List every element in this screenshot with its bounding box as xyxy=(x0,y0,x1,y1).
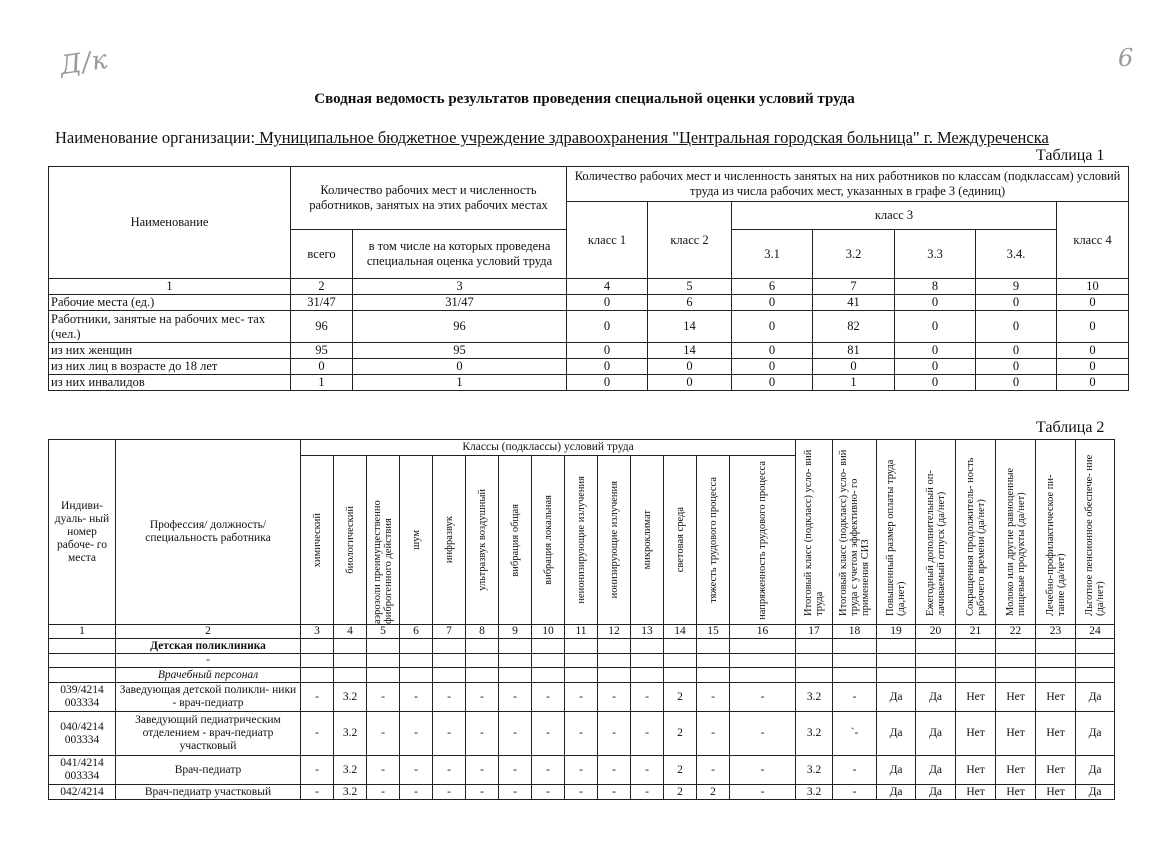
t1-row xyxy=(49,311,1129,343)
t2-head-extra: Ежегодный дополнительный оп- лачиваемый отпуск (да/нет) xyxy=(924,470,947,616)
t2-cell: - xyxy=(833,683,877,712)
t1-head-class3: класс 3 xyxy=(732,202,1057,230)
t2-cell: - xyxy=(367,756,400,785)
table2-caption: Таблица 2 xyxy=(1036,419,1105,436)
t1-cell: 31/47 xyxy=(291,295,353,311)
t2-cell: - xyxy=(833,756,877,785)
t2-cell: 3.2 xyxy=(334,756,367,785)
t2-cell: Да xyxy=(916,683,956,712)
t2-row-profession: Заведующая детской поликли- ники - врач-педиатр xyxy=(116,683,301,712)
t2-cell: Да xyxy=(877,712,916,756)
t1-head-sub-3-4: 3.4. xyxy=(976,230,1057,279)
t2-cell: Нет xyxy=(996,785,1036,800)
t1-cell: 0 xyxy=(895,295,976,311)
t2-head-extra: Льготное пенсионное обеспече- ние (да/нет) xyxy=(1084,454,1107,616)
t1-head-sub-3-2: 3.2 xyxy=(813,230,895,279)
t1-cell: 0 xyxy=(732,343,813,359)
t2-head-factor: ультразвук воздушный xyxy=(476,489,488,591)
t2-head-extra: Лечебно-профилактическое пи- тание (да/нет) xyxy=(1044,474,1067,616)
t2-cell: `- xyxy=(833,712,877,756)
t1-cell: 1 xyxy=(353,375,567,391)
t2-cell: - xyxy=(730,712,796,756)
t2-cell: - xyxy=(301,712,334,756)
t2-cell: Нет xyxy=(1036,683,1076,712)
t2-cell: Нет xyxy=(956,785,996,800)
t1-row xyxy=(49,295,1129,311)
t2-cell: Да xyxy=(1076,683,1115,712)
t2-cell: 3.2 xyxy=(796,683,833,712)
t1-row-label: Работники, занятые на рабочих мес- тах (чел.) xyxy=(49,311,291,343)
t2-cell: - xyxy=(697,756,730,785)
t2-cell: Да xyxy=(877,756,916,785)
t2-head-factor: инфразвук xyxy=(443,516,455,564)
t2-cell: Нет xyxy=(996,712,1036,756)
t1-num: 7 xyxy=(813,279,895,295)
t1-cell: 31/47 xyxy=(353,295,567,311)
t1-num: 2 xyxy=(291,279,353,295)
t1-cell: 0 xyxy=(732,311,813,343)
t1-cell: 0 xyxy=(1057,359,1129,375)
t2-num: 11 xyxy=(565,625,598,639)
t2-head-factor: тяжесть трудового процесса xyxy=(707,477,719,603)
t2-cell: - xyxy=(730,785,796,800)
t2-head-profession: Профессия/ должность/ специальность работника xyxy=(116,440,301,625)
t2-row xyxy=(49,756,1115,785)
t2-cell: - xyxy=(499,756,532,785)
t2-cell: - xyxy=(730,683,796,712)
table2 xyxy=(48,439,1115,800)
t2-row-profession: Врач-педиатр участковый xyxy=(116,785,301,800)
t1-head-name: Наименование xyxy=(49,167,291,279)
t1-num: 1 xyxy=(49,279,291,295)
t2-num: 20 xyxy=(916,625,956,639)
t2-cell: - xyxy=(631,712,664,756)
t2-cell: 2 xyxy=(664,683,697,712)
t2-head-extra: Молоко или другие равноценные пищевые продукты (да/нет) xyxy=(1004,467,1027,616)
t2-cell: - xyxy=(833,785,877,800)
t2-cell: Нет xyxy=(956,712,996,756)
t2-num: 18 xyxy=(833,625,877,639)
t1-row-label: из них лиц в возрасте до 18 лет xyxy=(49,359,291,375)
t1-num: 8 xyxy=(895,279,976,295)
t1-cell: 0 xyxy=(976,343,1057,359)
t2-head-factor: аэрозоли преимущественно фиброгенного действия xyxy=(372,500,394,624)
t2-row-id: 039/4214 003334 xyxy=(49,683,116,712)
t2-head-factor: вибрация локальная xyxy=(542,495,554,585)
t2-row xyxy=(49,683,1115,712)
t2-cell: - xyxy=(367,712,400,756)
t2-head-factor: напряженность трудового процесса xyxy=(757,460,769,620)
t2-cell: Да xyxy=(916,756,956,785)
t2-cell: - xyxy=(301,683,334,712)
t1-cell: 14 xyxy=(648,311,732,343)
t2-head-factor: шум xyxy=(410,530,422,550)
t2-cell: - xyxy=(565,785,598,800)
organization-line xyxy=(55,128,1049,148)
t2-num: 15 xyxy=(697,625,730,639)
t1-num: 3 xyxy=(353,279,567,295)
t1-cell: 0 xyxy=(567,343,648,359)
t2-num: 12 xyxy=(598,625,631,639)
t2-num: 14 xyxy=(664,625,697,639)
t2-cell: - xyxy=(532,683,565,712)
t1-cell: 0 xyxy=(813,359,895,375)
t2-head-id: Индиви- дуаль- ный номер рабоче- го места xyxy=(49,440,116,625)
t1-head-count-group: Количество рабочих мест и численность работников, занятых на этих рабочих местах xyxy=(291,167,567,230)
t2-num: 22 xyxy=(996,625,1036,639)
t2-row xyxy=(49,712,1115,756)
t1-num: 5 xyxy=(648,279,732,295)
t1-cell: 0 xyxy=(1057,375,1129,391)
t2-cell: - xyxy=(301,756,334,785)
t1-cell: 0 xyxy=(976,311,1057,343)
t2-num: 6 xyxy=(400,625,433,639)
t1-cell: 1 xyxy=(813,375,895,391)
t2-cell: - xyxy=(301,785,334,800)
t1-head-class2: класс 2 xyxy=(648,202,732,279)
t2-row-profession: Заведующий педиатрическим отделением - врач-педиатр участковый xyxy=(116,712,301,756)
t1-cell: 0 xyxy=(567,375,648,391)
t2-num: 8 xyxy=(466,625,499,639)
t2-row-id: 042/4214 xyxy=(49,785,116,800)
t1-cell: 0 xyxy=(895,359,976,375)
t2-cell: - xyxy=(565,683,598,712)
t2-cell: - xyxy=(598,785,631,800)
t2-num: 24 xyxy=(1076,625,1115,639)
t2-head-factor: неионизирующие излучения xyxy=(575,476,587,604)
t1-head-classes-group: Количество рабочих мест и численность занятых на них работников по классам (подклассам) условий труда из числа рабочих мест, указанных в графе 3 (единиц) xyxy=(567,167,1129,202)
t1-num: 9 xyxy=(976,279,1057,295)
organization-label: Наименование организации: xyxy=(55,128,256,147)
t2-cell: - xyxy=(400,712,433,756)
t2-cell: Да xyxy=(877,683,916,712)
t2-cell: 2 xyxy=(697,785,730,800)
t1-cell: 0 xyxy=(895,311,976,343)
t2-head-factor: химический xyxy=(311,512,323,568)
t2-num: 23 xyxy=(1036,625,1076,639)
t1-cell: 1 xyxy=(291,375,353,391)
t2-cell: - xyxy=(598,712,631,756)
t2-section-title: Детская поликлиника xyxy=(116,639,301,654)
t2-cell: 3.2 xyxy=(334,785,367,800)
t1-cell: 0 xyxy=(1057,311,1129,343)
t2-cell: - xyxy=(367,683,400,712)
t2-cell: Да xyxy=(1076,756,1115,785)
t2-cell: - xyxy=(598,756,631,785)
t2-num: 9 xyxy=(499,625,532,639)
t1-cell: 0 xyxy=(353,359,567,375)
t2-cell: Нет xyxy=(956,756,996,785)
t2-cell: 3.2 xyxy=(334,712,367,756)
t2-cell: - xyxy=(499,683,532,712)
t2-head-factor: вибрация общая xyxy=(509,503,521,577)
t1-cell: 81 xyxy=(813,343,895,359)
t1-row xyxy=(49,375,1129,391)
t2-cell: - xyxy=(697,683,730,712)
t2-cell: - xyxy=(730,756,796,785)
t1-cell: 0 xyxy=(732,375,813,391)
t1-row xyxy=(49,343,1129,359)
t1-row-label: Рабочие места (ед.) xyxy=(49,295,291,311)
t2-head-extra: Сокращенная продолжитель- ность рабочего времени (да/нет) xyxy=(964,457,987,616)
organization-value: Муниципальное бюджетное учреждение здравоохранения "Центральная городская больница" г. Междуреченска xyxy=(255,128,1049,147)
t2-num-row xyxy=(49,625,1115,639)
t2-cell: Нет xyxy=(956,683,996,712)
t1-cell: 0 xyxy=(648,375,732,391)
t1-cell: 0 xyxy=(291,359,353,375)
t2-cell: - xyxy=(631,683,664,712)
t2-cell: Нет xyxy=(996,683,1036,712)
t1-cell: 6 xyxy=(648,295,732,311)
t1-cell: 95 xyxy=(353,343,567,359)
t2-head-factor: биологический xyxy=(344,506,356,574)
t2-cell: Да xyxy=(1076,712,1115,756)
t2-cell: - xyxy=(400,756,433,785)
t2-cell: - xyxy=(466,785,499,800)
t2-cell: Нет xyxy=(1036,712,1076,756)
t2-cell: Да xyxy=(916,712,956,756)
t2-cell: - xyxy=(433,785,466,800)
t1-cell: 0 xyxy=(648,359,732,375)
t1-head-class1: класс 1 xyxy=(567,202,648,279)
t2-num: 19 xyxy=(877,625,916,639)
t2-body xyxy=(49,683,1115,800)
t2-head-factor: ионизирующие излучения xyxy=(608,481,620,599)
t2-cell: - xyxy=(499,712,532,756)
table1 xyxy=(48,166,1129,391)
t2-num: 13 xyxy=(631,625,664,639)
t1-cell: 14 xyxy=(648,343,732,359)
t2-cell: - xyxy=(466,683,499,712)
t2-cell: 2 xyxy=(664,712,697,756)
t1-row-label: из них инвалидов xyxy=(49,375,291,391)
t2-subsection-row xyxy=(49,668,1115,683)
t2-cell: - xyxy=(433,756,466,785)
t1-cell: 0 xyxy=(976,375,1057,391)
t2-num: 1 xyxy=(49,625,116,639)
t2-cell: - xyxy=(367,785,400,800)
t1-cell: 0 xyxy=(567,295,648,311)
t2-cell: - xyxy=(532,785,565,800)
t1-row xyxy=(49,359,1129,375)
t2-cell: - xyxy=(532,756,565,785)
t1-cell: 0 xyxy=(567,311,648,343)
t1-num: 10 xyxy=(1057,279,1129,295)
t1-cell: 96 xyxy=(291,311,353,343)
t2-cell: 3.2 xyxy=(796,756,833,785)
t2-dash: - xyxy=(116,654,301,668)
t2-cell: 3.2 xyxy=(796,712,833,756)
table1-caption: Таблица 1 xyxy=(1036,147,1105,164)
t2-cell: 3.2 xyxy=(796,785,833,800)
t2-cell: Нет xyxy=(996,756,1036,785)
t1-cell: 0 xyxy=(732,295,813,311)
t2-cell: - xyxy=(433,683,466,712)
t1-head-class4: класс 4 xyxy=(1057,202,1129,279)
t1-cell: 0 xyxy=(976,359,1057,375)
t2-num: 7 xyxy=(433,625,466,639)
t2-cell: - xyxy=(598,683,631,712)
t2-cell: - xyxy=(400,683,433,712)
t2-num: 2 xyxy=(116,625,301,639)
t2-num: 21 xyxy=(956,625,996,639)
t1-cell: 0 xyxy=(567,359,648,375)
t2-cell: - xyxy=(466,756,499,785)
t2-cell: Нет xyxy=(1036,756,1076,785)
t1-cell: 0 xyxy=(1057,295,1129,311)
t2-cell: - xyxy=(631,785,664,800)
t2-cell: Да xyxy=(877,785,916,800)
t2-cell: - xyxy=(433,712,466,756)
t2-cell: Нет xyxy=(1036,785,1076,800)
t2-row-id: 041/4214 003334 xyxy=(49,756,116,785)
t2-section-row xyxy=(49,639,1115,654)
t2-cell: 2 xyxy=(664,756,697,785)
t1-cell: 0 xyxy=(895,343,976,359)
t2-cell: 2 xyxy=(664,785,697,800)
t2-cell: 3.2 xyxy=(334,683,367,712)
t2-head-extra: Итоговый класс (подкласс) усло- вий труда с учетом эффективно- го применения СИЗ xyxy=(838,449,872,616)
t2-cell: - xyxy=(466,712,499,756)
t2-cell: - xyxy=(532,712,565,756)
t2-head-extra: Итоговый класс (подкласс) усло- вий труда xyxy=(803,449,826,616)
t2-cell: - xyxy=(631,756,664,785)
t1-num: 6 xyxy=(732,279,813,295)
t2-cell: - xyxy=(565,756,598,785)
t2-row xyxy=(49,785,1115,800)
t2-cell: - xyxy=(499,785,532,800)
t1-cell: 0 xyxy=(895,375,976,391)
t1-cell: 96 xyxy=(353,311,567,343)
t2-head-factor: световая среда xyxy=(674,507,686,573)
t1-head-sub-3-3: 3.3 xyxy=(895,230,976,279)
t1-body xyxy=(49,295,1129,391)
t2-num: 10 xyxy=(532,625,565,639)
page-title: Сводная ведомость результатов проведения специальной оценки условий труда xyxy=(314,91,855,107)
t1-cell: 41 xyxy=(813,295,895,311)
t2-cell: Да xyxy=(1076,785,1115,800)
t1-num: 4 xyxy=(567,279,648,295)
t2-head-classes-group: Классы (подклассы) условий труда xyxy=(301,440,796,456)
t1-head-sub-3-1: 3.1 xyxy=(732,230,813,279)
t1-head-assessed: в том числе на которых проведена специальная оценка условий труда xyxy=(353,230,567,279)
t2-row-id: 040/4214 003334 xyxy=(49,712,116,756)
t2-head-extra: Повышенный размер оплаты труда (да,нет) xyxy=(885,459,908,616)
t2-head-factor: микроклимат xyxy=(641,510,653,570)
t2-row-profession: Врач-педиатр xyxy=(116,756,301,785)
t1-row-label: из них женщин xyxy=(49,343,291,359)
t2-cell: - xyxy=(565,712,598,756)
t2-cell: - xyxy=(697,712,730,756)
page-number-handwritten: 6 xyxy=(1118,44,1134,72)
t1-cell: 0 xyxy=(1057,343,1129,359)
t1-cell: 82 xyxy=(813,311,895,343)
t2-subsection-title: Врачебный персонал xyxy=(116,668,301,683)
t2-num: 5 xyxy=(367,625,400,639)
t2-cell: Да xyxy=(916,785,956,800)
t1-cell: 0 xyxy=(976,295,1057,311)
handwritten-mark-left: Д/к xyxy=(58,44,111,82)
t2-num: 4 xyxy=(334,625,367,639)
t1-cell: 95 xyxy=(291,343,353,359)
t2-cell: - xyxy=(400,785,433,800)
t2-dash-row xyxy=(49,654,1115,668)
t2-num: 3 xyxy=(301,625,334,639)
t2-num: 17 xyxy=(796,625,833,639)
t2-num: 16 xyxy=(730,625,796,639)
t1-cell: 0 xyxy=(732,359,813,375)
t1-head-total: всего xyxy=(291,230,353,279)
